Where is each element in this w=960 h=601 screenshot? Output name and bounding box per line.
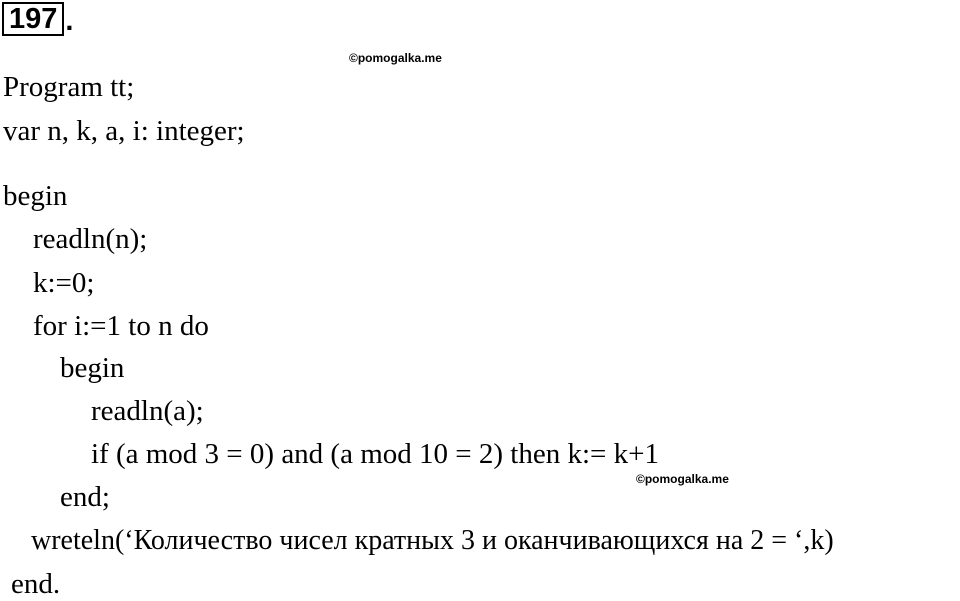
code-line-readln-a: readln(a); — [91, 395, 204, 427]
code-line-inner-end: end; — [60, 481, 110, 513]
code-line-end: end. — [11, 568, 61, 600]
code-line-readln-n: readln(n); — [33, 223, 148, 255]
code-line-var: var n, k, a, i: integer; — [3, 115, 245, 147]
watermark-top: ©pomogalka.me — [349, 51, 442, 65]
code-line-writeln: wreteln(‘Количество чисел кратных 3 и оканчивающихся на 2 = ‘,k) — [31, 525, 834, 556]
code-line-inner-begin: begin — [60, 352, 125, 384]
problem-number — [2, 4, 73, 36]
code-line-program: Program tt; — [3, 71, 135, 103]
problem-number-dot: . — [65, 5, 74, 37]
problem-number-box: 197 — [2, 2, 64, 36]
code-line-if: if (a mod 3 = 0) and (a mod 10 = 2) then k:= k+1 — [91, 438, 659, 470]
watermark-bottom: ©pomogalka.me — [636, 472, 729, 486]
code-line-for: for i:=1 to n do — [33, 310, 209, 342]
code-line-k-init: k:=0; — [33, 267, 95, 299]
code-line-begin: begin — [3, 180, 68, 212]
